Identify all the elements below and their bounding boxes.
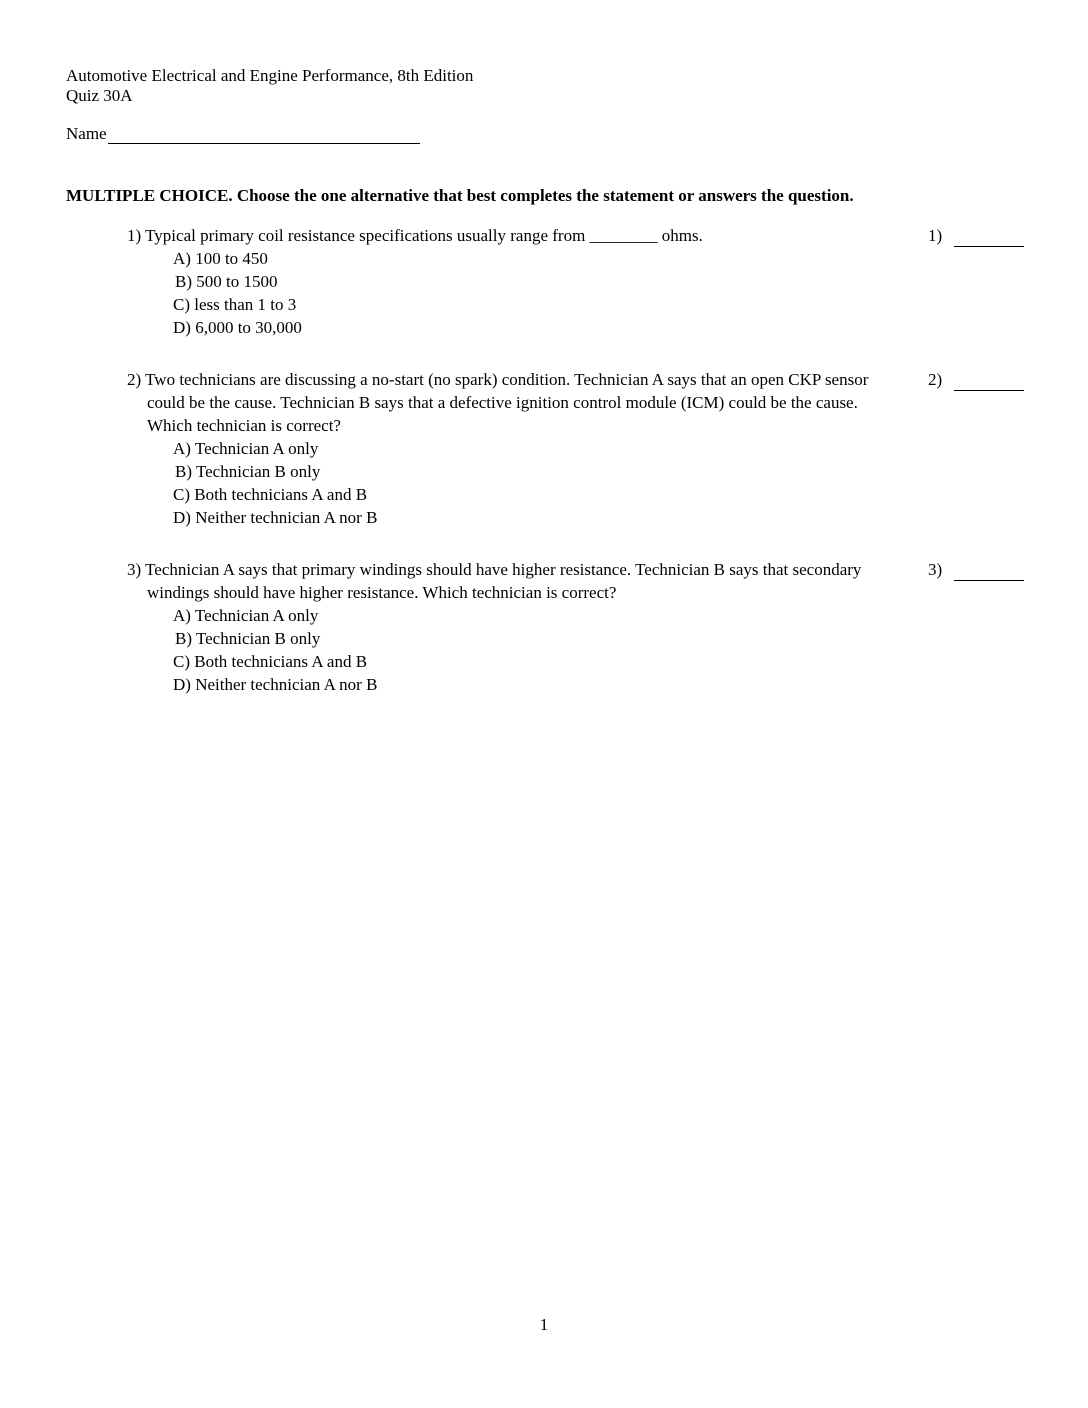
option-b: B) Technician B only	[175, 629, 321, 648]
option-d: D) Neither technician A nor B	[173, 508, 378, 527]
question-3	[127, 558, 907, 696]
option-c: C) less than 1 to 3	[173, 295, 297, 314]
question-2	[127, 368, 907, 529]
question-stem: 2) Two technicians are discussing a no-start (no spark) condition. Technician A says that an open CKP sensor could be the cause. Technician B says that a defective ignition control module (ICM) could be the cause. Which technician is correct?	[127, 370, 869, 435]
option-a: A) Technician A only	[173, 439, 319, 458]
option-b: B) Technician B only	[175, 462, 321, 481]
answer-number: 2)	[928, 370, 943, 389]
book-title: Automotive Electrical and Engine Performance, 8th Edition	[66, 66, 474, 85]
name-label: Name	[66, 124, 107, 143]
answer-blank-line[interactable]	[954, 228, 1024, 247]
answer-slot-1[interactable]	[928, 224, 1024, 247]
name-field[interactable]	[66, 124, 420, 144]
option-c: C) Both technicians A and B	[173, 652, 368, 671]
answer-slot-3[interactable]	[928, 558, 1024, 581]
answer-blank-line[interactable]	[954, 372, 1024, 391]
name-blank-line[interactable]	[108, 125, 420, 144]
answer-number: 3)	[928, 560, 943, 579]
option-d: D) Neither technician A nor B	[173, 675, 378, 694]
answer-blank-line[interactable]	[954, 562, 1024, 581]
answer-number: 1)	[928, 226, 943, 245]
option-a: A) 100 to 450	[173, 249, 268, 268]
option-b: B) 500 to 1500	[175, 272, 278, 291]
question-stem: 3) Technician A says that primary windings should have higher resistance. Technician B says that secondary windings should have higher resistance. Which technician is correct?	[127, 560, 862, 602]
question-stem: 1) Typical primary coil resistance specifications usually range from ________ ohms.	[127, 226, 703, 245]
answer-slot-2[interactable]	[928, 368, 1024, 391]
option-c: C) Both technicians A and B	[173, 485, 368, 504]
instructions: MULTIPLE CHOICE. Choose the one alternative that best completes the statement or answers the question.	[66, 186, 854, 205]
page-number: 1	[539, 1315, 549, 1334]
question-1	[127, 224, 907, 339]
header	[66, 66, 473, 106]
quiz-title: Quiz 30A	[66, 86, 133, 105]
option-a: A) Technician A only	[173, 606, 319, 625]
option-d: D) 6,000 to 30,000	[173, 318, 302, 337]
